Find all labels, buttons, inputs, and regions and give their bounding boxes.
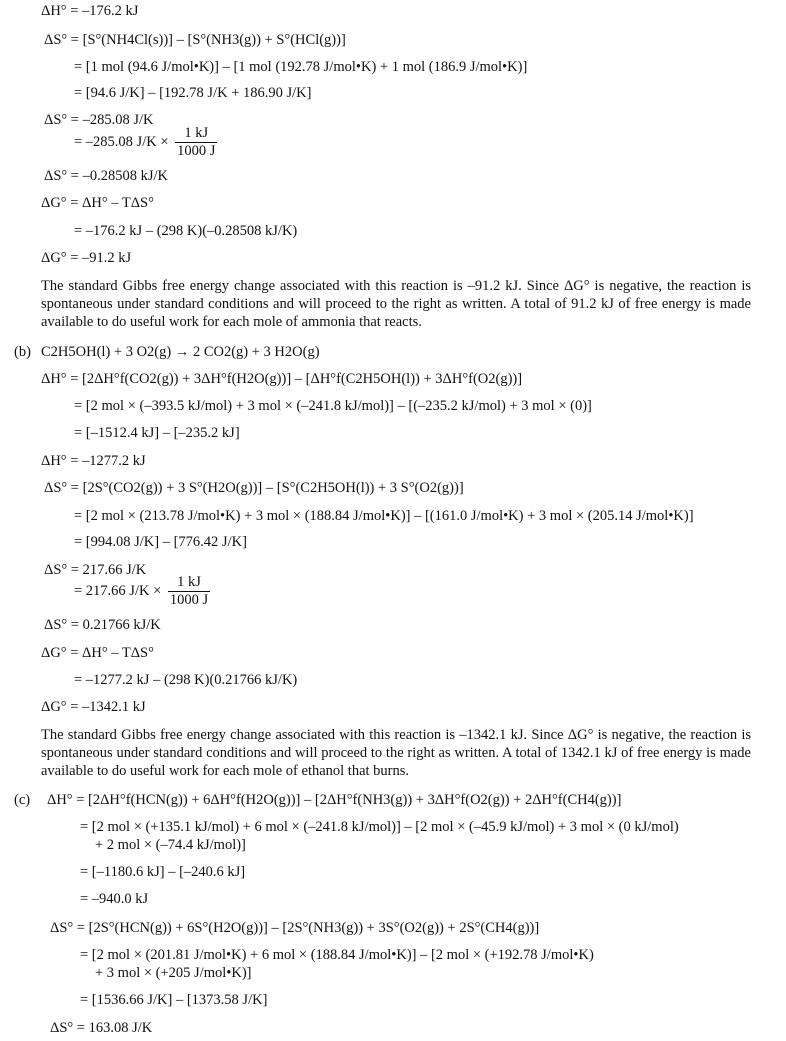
c-ds-formula: ΔS° = [2S°(HCN(g)) + 6S°(H2O(g))] – [2S°(NH3(g)) + 3S°(O2(g)) + 2S°(CH4(g))] bbox=[50, 920, 540, 936]
a-ds-kj: ΔS° = –0.28508 kJ/K bbox=[44, 168, 169, 184]
b-conversion bbox=[74, 574, 210, 609]
b-ds-step2: = [994.08 J/K] – [776.42 J/K] bbox=[74, 534, 247, 550]
a-dg-sub: = –176.2 kJ – (298 K)(–0.28508 kJ/K) bbox=[74, 223, 298, 239]
a-conversion bbox=[74, 125, 217, 160]
b-conversion-denominator: 1000 J bbox=[169, 592, 209, 608]
a-ds-step1: = [1 mol (94.6 J/mol•K)] – [1 mol (192.78 J/mol•K) + 1 mol (186.9 J/mol•K)] bbox=[74, 59, 528, 75]
b-conversion-lead: = 217.66 J/K × bbox=[74, 582, 162, 599]
b-ds-formula: ΔS° = [2S°(CO2(g)) + 3 S°(H2O(g))] – [S°(C2H5OH(l)) + 3 S°(O2(g))] bbox=[44, 480, 464, 496]
a-dh-result: ΔH° = –176.2 kJ bbox=[41, 3, 139, 19]
c-ds-step1a: = [2 mol × (201.81 J/mol•K) + 6 mol × (188.84 J/mol•K)] – [2 mol × (+192.78 J/mol•K) bbox=[80, 947, 594, 963]
a-ds-result: ΔS° = –285.08 J/K bbox=[44, 112, 154, 128]
c-dh-step1a: = [2 mol × (+135.1 kJ/mol) + 6 mol × (–241.8 kJ/mol)] – [2 mol × (–45.9 kJ/mol) + 3 mol × (0 kJ/mol) bbox=[80, 819, 679, 835]
a-ds-step2: = [94.6 J/K] – [192.78 J/K + 186.90 J/K] bbox=[74, 85, 312, 101]
a-conversion-lead: = –285.08 J/K × bbox=[74, 133, 169, 150]
b-ds-kj: ΔS° = 0.21766 kJ/K bbox=[44, 617, 161, 633]
c-label: (c) bbox=[14, 792, 31, 808]
b-conversion-numerator: 1 kJ bbox=[168, 574, 210, 592]
b-dh-step1: = [2 mol × (–393.5 kJ/mol) + 3 mol × (–241.8 kJ/mol)] – [(–235.2 kJ/mol) + 3 mol × (0)] bbox=[74, 398, 592, 414]
c-dh-formula: ΔH° = [2ΔH°f(HCN(g)) + 6ΔH°f(H2O(g))] – [2ΔH°f(NH3(g)) + 3ΔH°f(O2(g)) + 2ΔH°f(CH4(g))] bbox=[47, 792, 622, 808]
b-dg-result: ΔG° = –1342.1 kJ bbox=[41, 699, 146, 715]
a-dg-formula: ΔG° = ΔH° – TΔS° bbox=[41, 195, 154, 211]
c-dh-step1b: + 2 mol × (–74.4 kJ/mol)] bbox=[95, 837, 246, 853]
a-conversion-numerator: 1 kJ bbox=[175, 125, 217, 143]
b-ds-result: ΔS° = 217.66 J/K bbox=[44, 562, 147, 578]
b-label: (b) bbox=[14, 344, 31, 360]
b-dg-sub: = –1277.2 kJ – (298 K)(0.21766 kJ/K) bbox=[74, 672, 298, 688]
b-dh-step2: = [–1512.4 kJ] – [–235.2 kJ] bbox=[74, 425, 240, 441]
b-dg-formula: ΔG° = ΔH° – TΔS° bbox=[41, 645, 154, 661]
b-conclusion: The standard Gibbs free energy change associated with this reaction is –1342.1 kJ. Since ΔG° is negative, the reaction is spontaneous under standard conditions and will proceed to the right as written. A total of 1342.1 kJ of free energy is made available to do useful work for each mole of ethanol that burns. bbox=[41, 727, 751, 779]
a-conversion-fraction bbox=[175, 125, 217, 160]
c-dh-step2: = [–1180.6 kJ] – [–240.6 kJ] bbox=[80, 864, 246, 880]
c-ds-step1b: + 3 mol × (+205 J/mol•K)] bbox=[95, 965, 252, 981]
a-conversion-denominator: 1000 J bbox=[177, 143, 216, 159]
c-ds-step2: = [1536.66 J/K] – [1373.58 J/K] bbox=[80, 992, 268, 1008]
a-dg-result: ΔG° = –91.2 kJ bbox=[41, 250, 132, 266]
c-ds-result: ΔS° = 163.08 J/K bbox=[50, 1020, 153, 1036]
b-ds-step1: = [2 mol × (213.78 J/mol•K) + 3 mol × (188.84 J/mol•K)] – [(161.0 J/mol•K) + 3 mol × (205.14 J/mol•K)] bbox=[74, 508, 694, 524]
a-conclusion: The standard Gibbs free energy change associated with this reaction is –91.2 kJ. Since ΔG° is negative, the reaction is spontaneous under standard conditions and will proceed to the right as written. A total of 91.2 kJ of free energy is made available to do useful work for each mole of ammonia that reacts. bbox=[41, 278, 751, 330]
b-dh-formula: ΔH° = [2ΔH°f(CO2(g)) + 3ΔH°f(H2O(g))] – [ΔH°f(C2H5OH(l)) + 3ΔH°f(O2(g))] bbox=[41, 371, 523, 387]
b-conversion-fraction bbox=[168, 574, 210, 609]
b-dh-result: ΔH° = –1277.2 kJ bbox=[41, 453, 146, 469]
a-ds-formula: ΔS° = [S°(NH4Cl(s))] – [S°(NH3(g)) + S°(HCl(g))] bbox=[44, 32, 346, 48]
c-dh-result: = –940.0 kJ bbox=[80, 891, 149, 907]
b-reaction: C2H5OH(l) + 3 O2(g) → 2 CO2(g) + 3 H2O(g) bbox=[41, 344, 320, 360]
